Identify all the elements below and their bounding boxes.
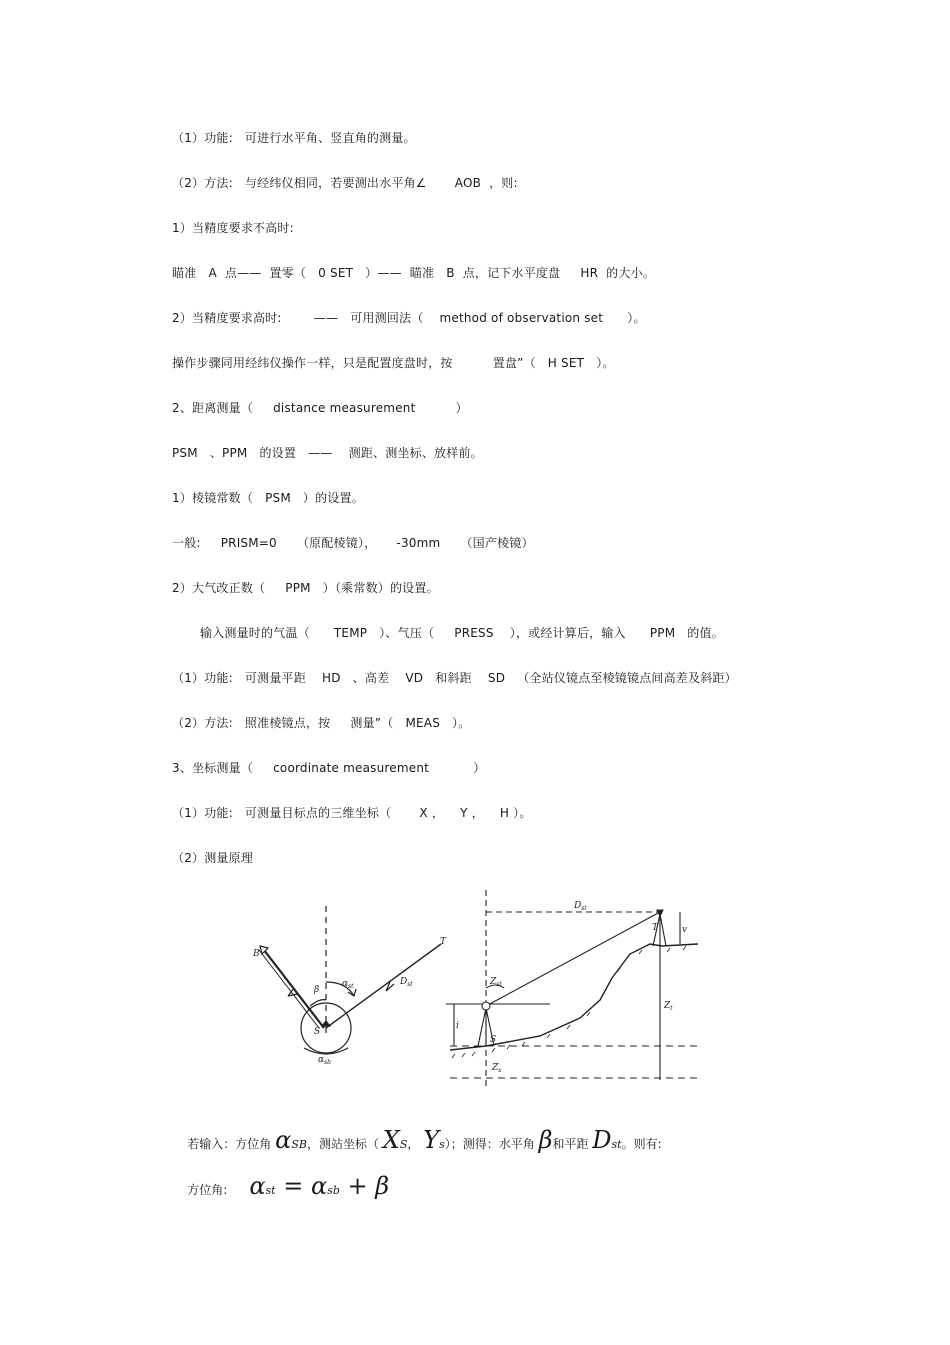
text-line-12: 输入测量时的气温（ TEMP ）、气压（ PRESS ），或经计算后，输入 PPM 的值。 bbox=[200, 626, 724, 640]
azimuth-label: 方位角: bbox=[187, 1183, 228, 1197]
text-line-17: （2）测量原理 bbox=[172, 851, 254, 865]
azimuth-plus-beta: + β bbox=[339, 1172, 390, 1200]
section-heading-distance: 2、距离测量（ distance measurement ） bbox=[172, 401, 468, 415]
text-line-13: （1）功能: 可测量平距 HD 、高差 VD 和斜距 SD （全站仪镜点至棱镜镜点间高差及斜距） bbox=[172, 671, 737, 685]
text-line-8: PSM 、PPM 的设置 —— 测距、测坐标、放样前。 bbox=[172, 446, 483, 460]
azimuth-eq-alpha: = α bbox=[275, 1172, 328, 1200]
symbol-alpha: α bbox=[275, 1126, 292, 1154]
azimuth-sub-sb: sb bbox=[327, 1184, 340, 1197]
label-T-left: T bbox=[440, 937, 447, 947]
input-text-5: 和平距 bbox=[552, 1137, 593, 1151]
label-i: i bbox=[456, 1021, 459, 1031]
text-line-5: 2）当精度要求高时: —— 可用测回法（ method of observation set ）。 bbox=[172, 311, 646, 325]
label-D-st-left: $D_{st}$ bbox=[400, 977, 413, 988]
symbol-beta: β bbox=[538, 1126, 553, 1154]
section-heading-coordinate: 3、坐标测量（ coordinate measurement ） bbox=[172, 761, 486, 775]
label-S-right: S bbox=[490, 1035, 497, 1045]
label-B: B bbox=[253, 949, 260, 959]
input-text-4: ）；测得：水平角 bbox=[444, 1137, 539, 1151]
label-alpha-st: $\alpha_{st}$ bbox=[342, 979, 354, 990]
label-S-left: S bbox=[314, 1027, 321, 1037]
right-diagram bbox=[446, 890, 700, 1088]
text-line-3: 1）当精度要求不高时: bbox=[172, 221, 294, 235]
input-text-6: 。则有: bbox=[621, 1137, 662, 1151]
input-text-2: ，测站坐标（ bbox=[306, 1137, 383, 1151]
left-diagram bbox=[259, 906, 441, 1054]
symbol-y-sub: s bbox=[439, 1138, 445, 1151]
label-Zs: $Z_s$ bbox=[492, 1063, 502, 1074]
symbol-alpha-sub: SB bbox=[291, 1138, 307, 1151]
line-S-B-edge bbox=[259, 950, 319, 1028]
prism-mark bbox=[657, 910, 663, 916]
label-D-st-right: $D_{st}$ bbox=[574, 901, 587, 912]
label-Zt: $Z_t$ bbox=[664, 1001, 673, 1012]
input-text-3: ， bbox=[407, 1137, 424, 1151]
azimuth-sub-st: st bbox=[265, 1184, 276, 1197]
label-beta: β bbox=[314, 985, 320, 995]
input-text-1: 若输入：方位角 bbox=[187, 1137, 276, 1151]
text-line-16: （1）功能: 可测量目标点的三维坐标（ X ， Y ， H ）。 bbox=[172, 806, 532, 820]
text-line-2: （2）方法: 与经纬仪相同，若要测出水平角∠ AOB ，则: bbox=[172, 176, 518, 190]
text-line-11: 2）大气改正数（ PPM ）（乘常数）的设置。 bbox=[172, 581, 439, 595]
symbol-d-sub: st bbox=[611, 1138, 622, 1151]
station-instrument bbox=[482, 1002, 490, 1010]
figure-svg bbox=[250, 888, 702, 1098]
terrain-profile bbox=[450, 944, 698, 1050]
text-line-9: 1）棱镜常数（ PSM ）的设置。 bbox=[172, 491, 364, 505]
symbol-d: D bbox=[592, 1126, 612, 1154]
text-line-6: 操作步骤同用经纬仪操作一样，只是配置度盘时，按 置盘”（ H SET ）。 bbox=[172, 356, 615, 370]
azimuth-formula-row bbox=[172, 1162, 389, 1215]
azimuth-alpha-st: α bbox=[249, 1172, 266, 1200]
symbol-x: X bbox=[382, 1126, 400, 1154]
label-Z-st: $Z_{st}$ bbox=[490, 977, 502, 988]
text-line-4: 瞄准 A 点—— 置零（ 0 SET ）—— 瞄准 B 点，记下水平度盘 HR 的大小。 bbox=[172, 266, 655, 280]
text-line-10: 一般: PRISM=0 （原配棱镜）， -30mm （国产棱镜） bbox=[172, 536, 534, 550]
text-line-14: （2）方法: 照准棱镜点，按 测量”（ MEAS ）。 bbox=[172, 716, 471, 730]
symbol-y: Y bbox=[423, 1126, 440, 1154]
sight-line bbox=[486, 912, 660, 1006]
label-v: v bbox=[682, 925, 688, 935]
label-alpha-sb: $\alpha_{sb}$ bbox=[318, 1055, 331, 1066]
text-line-1: （1）功能: 可进行水平角、竖直角的测量。 bbox=[172, 131, 416, 145]
symbol-x-sub: S bbox=[399, 1138, 408, 1151]
label-T-right: T bbox=[652, 923, 659, 933]
measurement-principle-figure bbox=[250, 888, 702, 1098]
station-S-mark bbox=[322, 1021, 330, 1026]
